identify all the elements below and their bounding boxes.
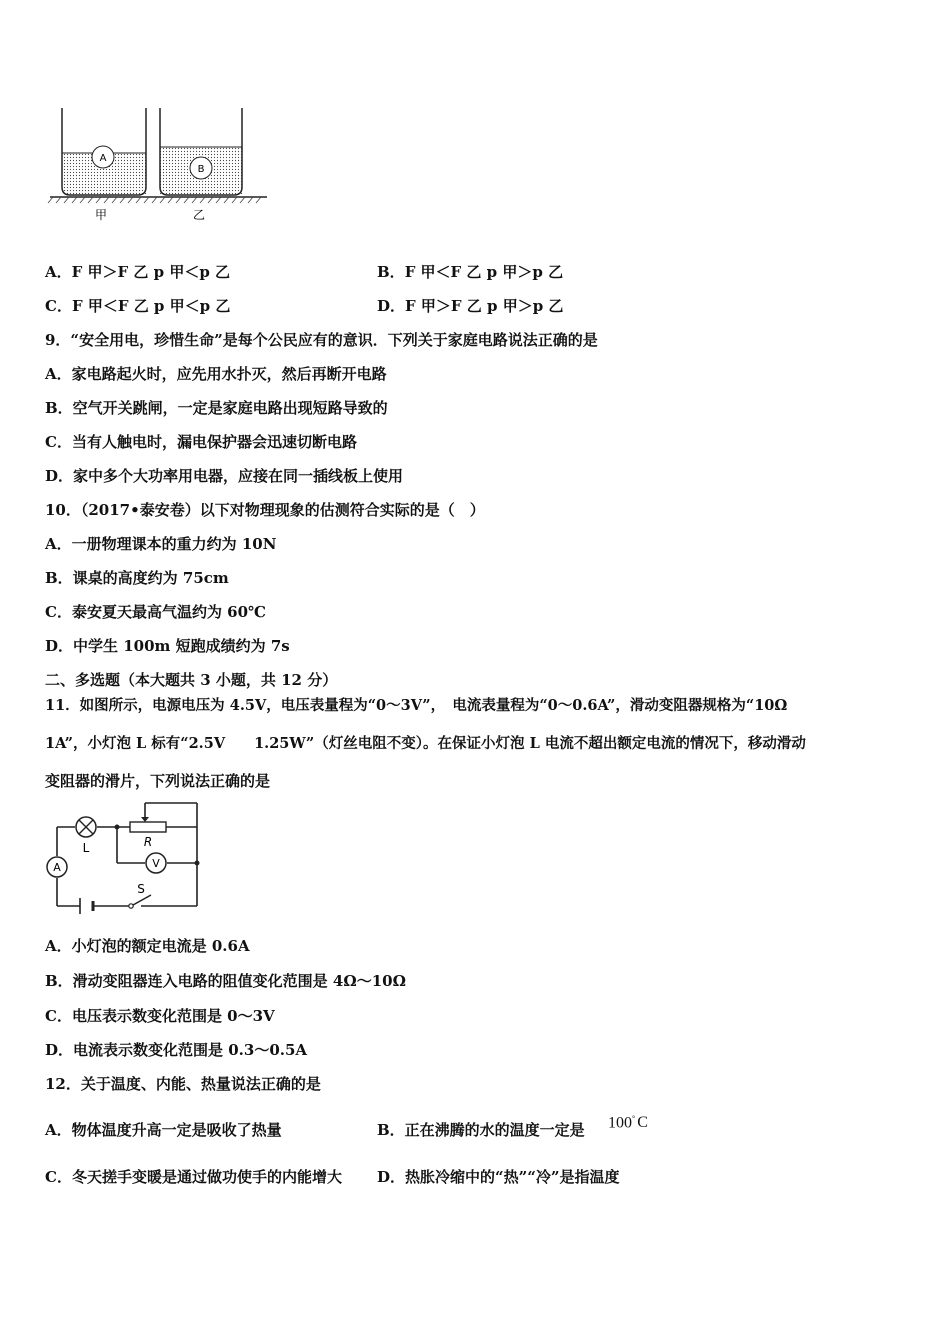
q10-option-b: B．课桌的高度约为 75cm xyxy=(45,569,229,587)
ammeter-icon xyxy=(47,857,67,877)
q12-option-d: D．热胀冷缩中的“热”“冷”是指温度 xyxy=(377,1168,620,1186)
q9-option-c: C．当有人触电时，漏电保护器会迅速切断电路 xyxy=(45,433,357,451)
battery-icon xyxy=(80,898,93,914)
q12-stem: 12．关于温度、内能、热量说法正确的是 xyxy=(45,1075,321,1093)
q8-option-c: C．F 甲＜F 乙 p 甲＜p 乙 xyxy=(45,297,231,315)
circuit-diagram xyxy=(45,800,205,915)
voltmeter-icon xyxy=(146,853,166,873)
section-heading: 二、多选题（本大题共 3 小题，共 12 分） xyxy=(45,671,338,689)
q9-option-b: B．空气开关跳闸，一定是家庭电路出现短路导致的 xyxy=(45,399,388,417)
q9-stem: 9．“安全用电，珍惜生命”是每个公民应有的意识．下列关于家庭电路说法正确的是 xyxy=(45,331,598,349)
q8-option-b: B．F 甲＜F 乙 p 甲＞p 乙 xyxy=(377,263,564,281)
q10-option-a: A．一册物理课本的重力约为 10N xyxy=(45,535,277,553)
q10-stem: 10．（2017•泰安卷）以下对物理现象的估测符合实际的是（ ） xyxy=(45,501,485,519)
q11-option-c: C．电压表示数变化范围是 0～3V xyxy=(45,1007,275,1025)
q9-option-d: D．家中多个大功率用电器，应接在同一插线板上使用 xyxy=(45,467,404,485)
q11-stem-line-3: 变阻器的滑片，下列说法正确的是 xyxy=(45,772,271,790)
label-switch: S xyxy=(137,882,145,896)
q12-b-temperature: 100° C xyxy=(608,1114,648,1132)
q11-stem-line-1: 11．如图所示，电源电压为 4.5V，电压表量程为“0～3V”， 电流表量程为“0～0.6A”，滑动变阻器规格为“10Ω xyxy=(45,697,788,714)
label-yi: 乙 xyxy=(192,208,206,222)
q10-option-d: D．中学生 100m 短跑成绩约为 7s xyxy=(45,637,290,655)
q11-option-a: A．小灯泡的额定电流是 0.6A xyxy=(45,937,250,955)
label-rheostat: R xyxy=(143,835,153,849)
q12-option-c: C．冬天搓手变暖是通过做功使手的内能增大 xyxy=(45,1168,342,1186)
q12-option-b: B．正在沸腾的水的温度一定是 xyxy=(377,1121,585,1139)
q11-stem-line-2: 1A”，小灯泡 L 标有“2.5V 1.25W”（灯丝电阻不变）。在保证小灯泡 L 电流不超出额定电流的情况下，移动滑动 xyxy=(45,735,806,752)
svg-text:V: V xyxy=(152,857,160,870)
svg-text:B: B xyxy=(197,164,205,175)
q8-option-a: A．F 甲＞F 乙 p 甲＜p 乙 xyxy=(45,263,231,281)
lamp-icon xyxy=(76,817,96,837)
svg-text:A: A xyxy=(99,153,107,164)
q8-option-d: D．F 甲＞F 乙 p 甲＞p 乙 xyxy=(377,297,564,315)
q11-option-b: B．滑动变阻器连入电路的阻值变化范围是 4Ω～10Ω xyxy=(45,972,406,990)
container-jia xyxy=(62,108,146,195)
q12-option-a: A．物体温度升高一定是吸收了热量 xyxy=(45,1121,282,1139)
q9-option-a: A．家电路起火时，应先用水扑灭，然后再断开电路 xyxy=(45,365,387,383)
q10-option-c: C．泰安夏天最高气温约为 60℃ xyxy=(45,603,267,621)
svg-text:A: A xyxy=(53,861,61,874)
q11-option-d: D．电流表示数变化范围是 0.3～0.5A xyxy=(45,1041,308,1059)
containers-figure xyxy=(45,105,270,225)
rheostat xyxy=(130,822,166,832)
label-lamp: L xyxy=(82,841,90,855)
label-jia: 甲 xyxy=(94,208,108,222)
container-yi xyxy=(160,108,242,195)
